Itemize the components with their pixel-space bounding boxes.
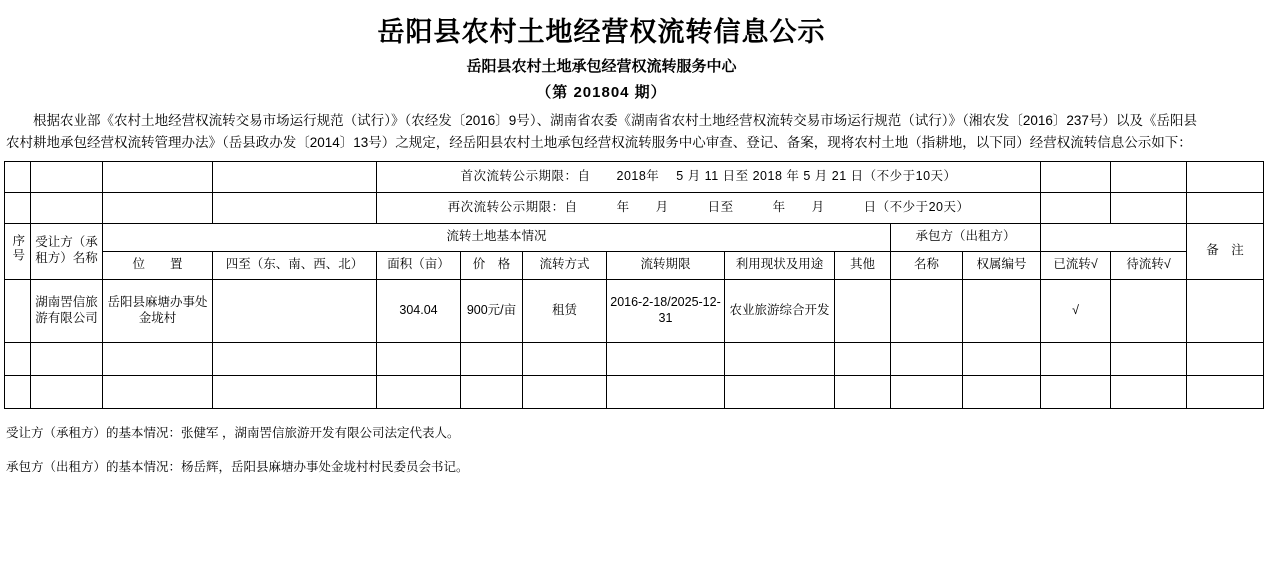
table-row [5, 342, 1264, 375]
page-title: 岳阳县农村土地经营权流转信息公示 [377, 17, 826, 48]
second-period-row [5, 192, 1264, 223]
header-area: 面积（亩） [377, 251, 461, 279]
header-seq: 序号 [5, 223, 31, 279]
cell-location [103, 342, 213, 375]
cell-remark [1187, 375, 1264, 408]
table-header-row-1 [5, 223, 1264, 251]
table-row [5, 375, 1264, 408]
header-name: 名称 [891, 251, 963, 279]
cell-usage: 农业旅游综合开发 [725, 279, 835, 342]
cell-boundary [213, 375, 377, 408]
period2-spacer-4 [213, 192, 377, 223]
period2-spacer-5 [1041, 192, 1111, 223]
cell-term [607, 342, 725, 375]
period2-spacer-7 [1187, 192, 1264, 223]
cell-area [377, 342, 461, 375]
cell-mode: 租赁 [523, 279, 607, 342]
issue-number: （第 201804 期） [536, 84, 667, 101]
cell-location [103, 375, 213, 408]
table-row [5, 279, 1264, 342]
cell-term: 2016-2-18/2025-12-31 [607, 279, 725, 342]
period-spacer-2 [31, 161, 103, 192]
cell-transferee [31, 342, 103, 375]
cell-seq [5, 375, 31, 408]
header-remark: 备 注 [1187, 223, 1264, 279]
transferee-info-note: 受让方（承租方）的基本情况：张健军 ，湖南罟信旅游开发有限公司法定代表人。 [6, 425, 460, 440]
cell-boundary [213, 279, 377, 342]
cell-pending [1111, 342, 1187, 375]
period2-spacer-1 [5, 192, 31, 223]
transfer-info-table [4, 161, 1264, 409]
header-status-group [1041, 223, 1187, 251]
cell-right-no [963, 342, 1041, 375]
header-mode: 流转方式 [523, 251, 607, 279]
header-price: 价 格 [461, 251, 523, 279]
cell-usage [725, 375, 835, 408]
cell-area: 304.04 [377, 279, 461, 342]
period-spacer-7 [1187, 161, 1264, 192]
cell-done [1041, 375, 1111, 408]
header-transferee: 受让方（承租方）名称 [31, 223, 103, 279]
cell-other [835, 342, 891, 375]
cell-price [461, 375, 523, 408]
cell-price: 900元/亩 [461, 279, 523, 342]
period-spacer-3 [103, 161, 213, 192]
cell-boundary [213, 342, 377, 375]
cell-usage [725, 342, 835, 375]
cell-pending [1111, 279, 1187, 342]
period-spacer-4 [213, 161, 377, 192]
period2-spacer-3 [103, 192, 213, 223]
header-pending: 待流转√ [1111, 251, 1187, 279]
header-boundary: 四至（东、南、西、北） [213, 251, 377, 279]
table-header-row-2 [5, 251, 1264, 279]
cell-name [891, 279, 963, 342]
first-period-text: 首次流转公示期限：自 2018年 5 月 11 日至 2018 年 5 月 21 日（不少于10天） [377, 161, 1041, 192]
header-term: 流转期限 [607, 251, 725, 279]
cell-seq [5, 342, 31, 375]
cell-price [461, 342, 523, 375]
cell-other [835, 375, 891, 408]
cell-seq [5, 279, 31, 342]
cell-other [835, 279, 891, 342]
cell-name [891, 375, 963, 408]
cell-transferee: 湖南罟信旅游有限公司 [31, 279, 103, 342]
cell-done [1041, 342, 1111, 375]
page-subtitle: 岳阳县农村土地承包经营权流转服务中心 [466, 58, 737, 75]
header-land-group: 流转土地基本情况 [103, 223, 891, 251]
cell-location: 岳阳县麻塘办事处金垅村 [103, 279, 213, 342]
cell-done: √ [1041, 279, 1111, 342]
period2-spacer-2 [31, 192, 103, 223]
cell-area [377, 375, 461, 408]
cell-transferee [31, 375, 103, 408]
first-period-row [5, 161, 1264, 192]
contractor-info-note: 承包方（出租方）的基本情况：杨岳辉，岳阳县麻塘办事处金垅村村民委员会书记。 [6, 459, 469, 474]
intro-paragraph: 根据农业部《农村土地经营权流转交易市场运行规范（试行）》（农经发〔2016〕9号）、湖南省农委《湖南省农村土地经营权流转交易市场运行规范（试行）》（湘农发〔2016〕237号）以及《岳阳县农村耕地承包经营权流转管理办法》（岳县政办发〔2014〕13号）之规定，经岳阳县农村土地承包经营权流转服务中心审查、登记、备案，现将农村土地（指耕地，以下同）经营权流转信息公示如下： [6, 113, 1197, 151]
cell-right-no [963, 279, 1041, 342]
cell-remark [1187, 279, 1264, 342]
cell-name [891, 342, 963, 375]
period2-spacer-6 [1111, 192, 1187, 223]
header-done: 已流转√ [1041, 251, 1111, 279]
header-usage: 利用现状及用途 [725, 251, 835, 279]
header-right-no: 权属编号 [963, 251, 1041, 279]
cell-mode [523, 342, 607, 375]
header-contractor-group: 承包方（出租方） [891, 223, 1041, 251]
period-spacer-1 [5, 161, 31, 192]
second-period-text: 再次流转公示期限：自 年 月 日至 年 月 日（不少于20天） [377, 192, 1041, 223]
cell-mode [523, 375, 607, 408]
document-page [0, 10, 1244, 579]
cell-term [607, 375, 725, 408]
header-location: 位 置 [103, 251, 213, 279]
cell-remark [1187, 342, 1264, 375]
period-spacer-6 [1111, 161, 1187, 192]
cell-pending [1111, 375, 1187, 408]
period-spacer-5 [1041, 161, 1111, 192]
header-other: 其他 [835, 251, 891, 279]
cell-right-no [963, 375, 1041, 408]
